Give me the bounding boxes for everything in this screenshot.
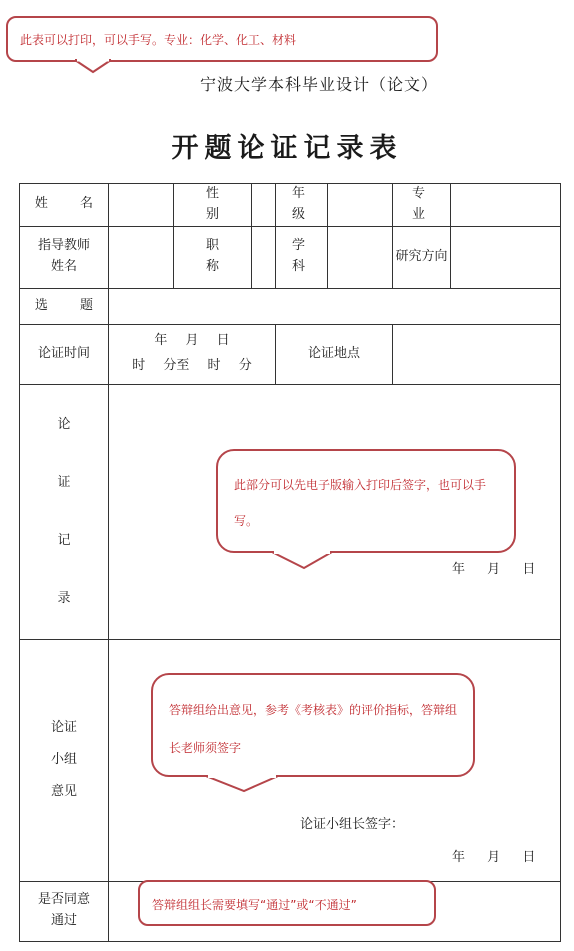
advisor-label-line1: 指导教师: [37, 238, 90, 254]
opinion-line-2: 小组: [50, 752, 77, 768]
gender-label: 性 别: [174, 184, 252, 227]
topic-field[interactable]: [109, 288, 561, 324]
record-char-4: 录: [57, 590, 71, 606]
record-date: [452, 558, 537, 577]
discipline-label: 学 科: [276, 226, 328, 288]
research-direction-field[interactable]: [451, 226, 561, 288]
major-field[interactable]: [451, 184, 561, 227]
record-char-1: 论: [57, 416, 71, 432]
form-title: 开题论证记录表: [171, 133, 403, 164]
university-title: 宁波大学本科毕业设计（论文）: [199, 75, 438, 94]
record-char-3: 记: [57, 532, 71, 548]
record-char-2: 证: [57, 474, 71, 490]
opinion-callout: [151, 673, 475, 777]
approve-label-line2: 通过: [50, 913, 77, 929]
name-label: 姓 名: [20, 184, 109, 227]
name-field[interactable]: [109, 184, 174, 227]
leader-signature-label: 论证小组长签字：: [300, 817, 405, 832]
discipline-field[interactable]: [328, 226, 393, 288]
record-date-year: 年: [452, 562, 468, 577]
time-field[interactable]: [109, 324, 276, 384]
opinion-line-1: 论证: [50, 720, 77, 736]
gender-field[interactable]: [252, 184, 276, 227]
record-callout: [216, 449, 516, 553]
opinion-date-month: 月: [487, 850, 503, 865]
record-date-month: 月: [487, 562, 503, 577]
top-note-text: 此表可以打印，可以手写。专业：化学、化工、材料: [20, 33, 297, 47]
opinion-date: [452, 846, 537, 865]
time-clock-line: 时 分至 时 分: [132, 358, 252, 374]
record-callout-text: 此部分可以先电子版输入打印后签字，也可以手写。: [234, 478, 487, 528]
place-label: 论证地点: [276, 324, 393, 384]
research-direction-label: 研究方向: [393, 226, 451, 288]
approve-callout-text: 答辩组组长需要填写“通过”或“不通过”: [152, 898, 357, 912]
record-callout-tail: [272, 549, 332, 571]
opinion-date-year: 年: [452, 850, 468, 865]
major-label: 专 业: [393, 184, 451, 227]
record-date-day: 日: [522, 562, 538, 577]
advisor-label-line2: 姓名: [50, 259, 77, 275]
record-label: [20, 384, 109, 639]
approve-callout: [138, 880, 436, 926]
advisor-field[interactable]: [109, 226, 174, 288]
opinion-callout-tail: [206, 773, 278, 793]
title-field[interactable]: [252, 226, 276, 288]
top-note-callout: [6, 16, 438, 62]
approve-label-line1: 是否同意: [37, 892, 90, 908]
opinion-callout-text: 答辩组给出意见，参考《考核表》的评价指标，答辩组长老师须签字: [169, 703, 458, 755]
topic-label: 选 题: [20, 288, 109, 324]
opinion-date-day: 日: [522, 850, 538, 865]
grade-field[interactable]: [328, 184, 393, 227]
title-label: 职 称: [174, 226, 252, 288]
time-date-line: 年 月 日: [154, 333, 230, 349]
opinion-label: [20, 639, 109, 881]
advisor-label: [20, 226, 109, 288]
place-field[interactable]: [393, 324, 561, 384]
approve-label: [20, 881, 109, 941]
opinion-line-3: 意见: [50, 784, 77, 800]
time-label: 论证时间: [20, 324, 109, 384]
grade-label: 年 级: [276, 184, 328, 227]
